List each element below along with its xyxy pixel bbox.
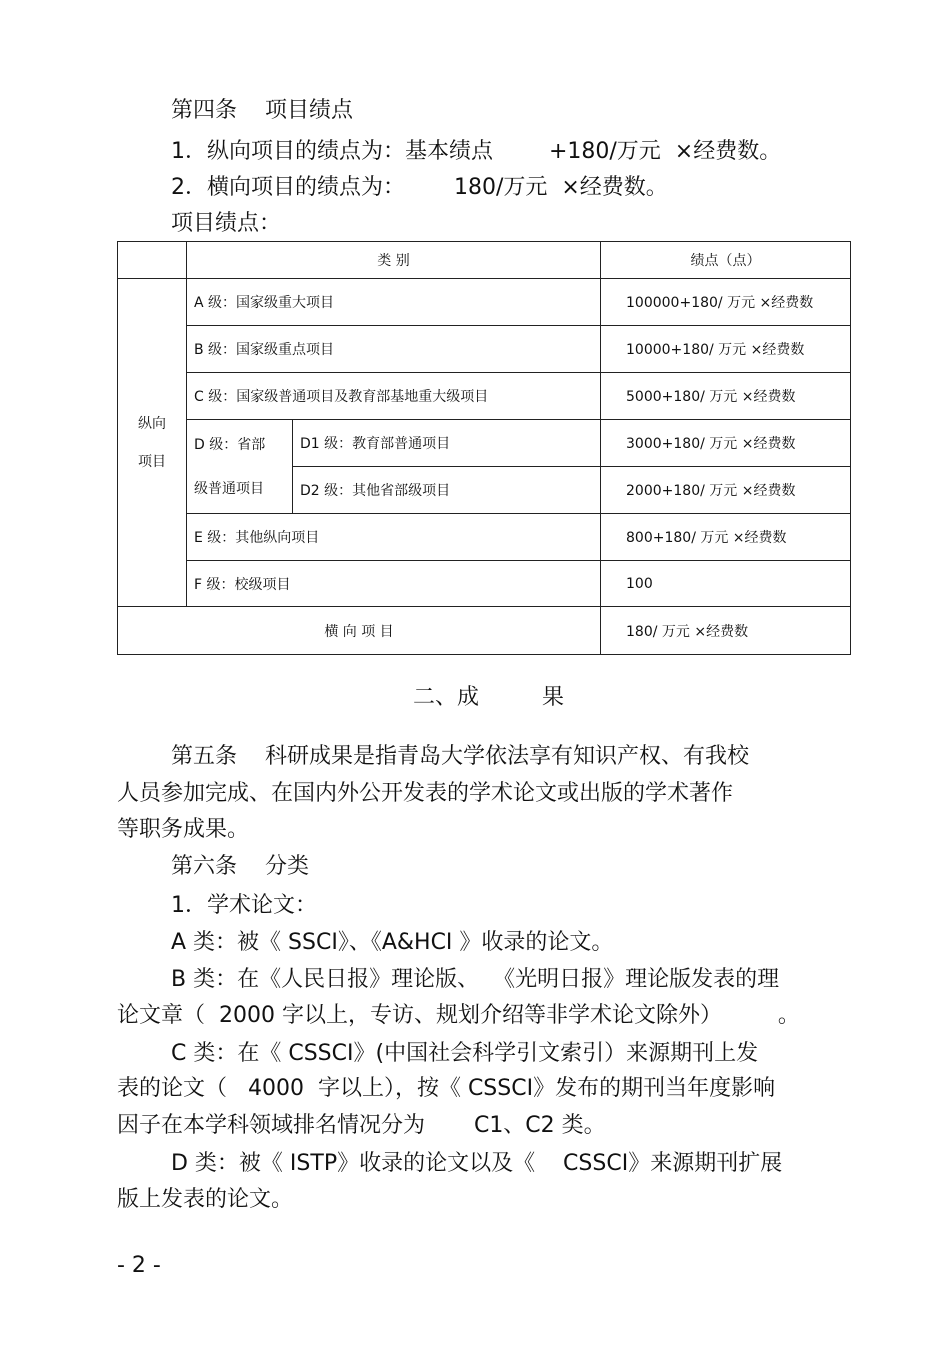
table-row-score: 100 — [601, 561, 851, 607]
table-row-score: 3000+180/ 万元 ×经费数 — [601, 420, 851, 467]
b-class-line2: 论文章（ 2000 字以上，专访、规划介绍等非学术论文除外） 。 — [117, 1003, 800, 1028]
article6-heading: 第六条 分类 — [171, 854, 309, 879]
page-number: - 2 - — [117, 1253, 161, 1278]
table-caption: 项目绩点： — [171, 211, 282, 236]
vertical-group-line2: 项目 — [138, 453, 166, 470]
table-row-category: D1 级：教育部普通项目 — [293, 420, 601, 467]
table-row-score: 10000+180/ 万元 ×经费数 — [601, 326, 851, 373]
header-score: 绩点（点） — [601, 242, 851, 279]
c-class-line2: 表的论文（ 4000 字以上），按《 CSSCI》发布的期刊当年度影响 — [117, 1076, 776, 1101]
table-corner-cell — [118, 242, 187, 279]
horizontal-project-score: 180/ 万元 ×经费数 — [601, 607, 851, 655]
section2-title: 二、成 果 — [413, 685, 564, 710]
d-class-line1: D 类：被《 ISTP》收录的论文以及《 CSSCI》来源期刊扩展 — [171, 1151, 783, 1176]
table-row-category: D2 级：其他省部级项目 — [293, 467, 601, 514]
table-row-category: A 级：国家级重大项目 — [187, 279, 601, 326]
project-score-table — [117, 241, 851, 655]
horizontal-project-label: 横 向 项 目 — [118, 607, 601, 655]
d-group-line1: D 级：省部 — [194, 436, 266, 453]
a-class-text: A 类：被《 SSCI》、《A&HCI 》收录的论文。 — [171, 930, 614, 955]
table-row-category: F 级：校级项目 — [187, 561, 601, 607]
table-row-score: 5000+180/ 万元 ×经费数 — [601, 373, 851, 420]
article6-item1: 1．学术论文： — [171, 893, 317, 918]
article4-item2: 2．横向项目的绩点为： 180/万元 ×经费数。 — [171, 175, 668, 200]
b-class-line1: B 类：在《人民日报》理论版、 《光明日报》理论版发表的理 — [171, 967, 780, 992]
table-row-score: 100000+180/ 万元 ×经费数 — [601, 279, 851, 326]
d-level-group — [187, 420, 293, 514]
c-class-line1: C 类：在《 CSSCI》(中国社会科学引文索引）来源期刊上发 — [171, 1041, 759, 1066]
article5-line3: 等职务成果。 — [117, 817, 250, 842]
article5-line1: 第五条 科研成果是指青岛大学依法享有知识产权、有我校 — [171, 744, 749, 769]
vertical-project-group — [118, 279, 187, 607]
d-class-line2: 版上发表的论文。 — [117, 1187, 294, 1212]
table-row-score: 800+180/ 万元 ×经费数 — [601, 514, 851, 561]
table-row-category: C 级：国家级普通项目及教育部基地重大级项目 — [187, 373, 601, 420]
table-row-score: 2000+180/ 万元 ×经费数 — [601, 467, 851, 514]
table-row-category: E 级：其他纵向项目 — [187, 514, 601, 561]
article4-item1: 1．纵向项目的绩点为：基本绩点 +180/万元 ×经费数。 — [171, 139, 782, 164]
c-class-line3: 因子在本学科领域排名情况分为 C1、C2 类。 — [117, 1113, 606, 1138]
article5-line2: 人员参加完成、在国内外公开发表的学术论文或出版的学术著作 — [117, 781, 734, 806]
article4-heading: 第四条 项目绩点 — [171, 98, 353, 123]
d-group-line2: 级普通项目 — [194, 480, 264, 497]
vertical-group-line1: 纵向 — [138, 415, 166, 432]
header-category: 类 别 — [187, 242, 601, 279]
table-row-category: B 级：国家级重点项目 — [187, 326, 601, 373]
